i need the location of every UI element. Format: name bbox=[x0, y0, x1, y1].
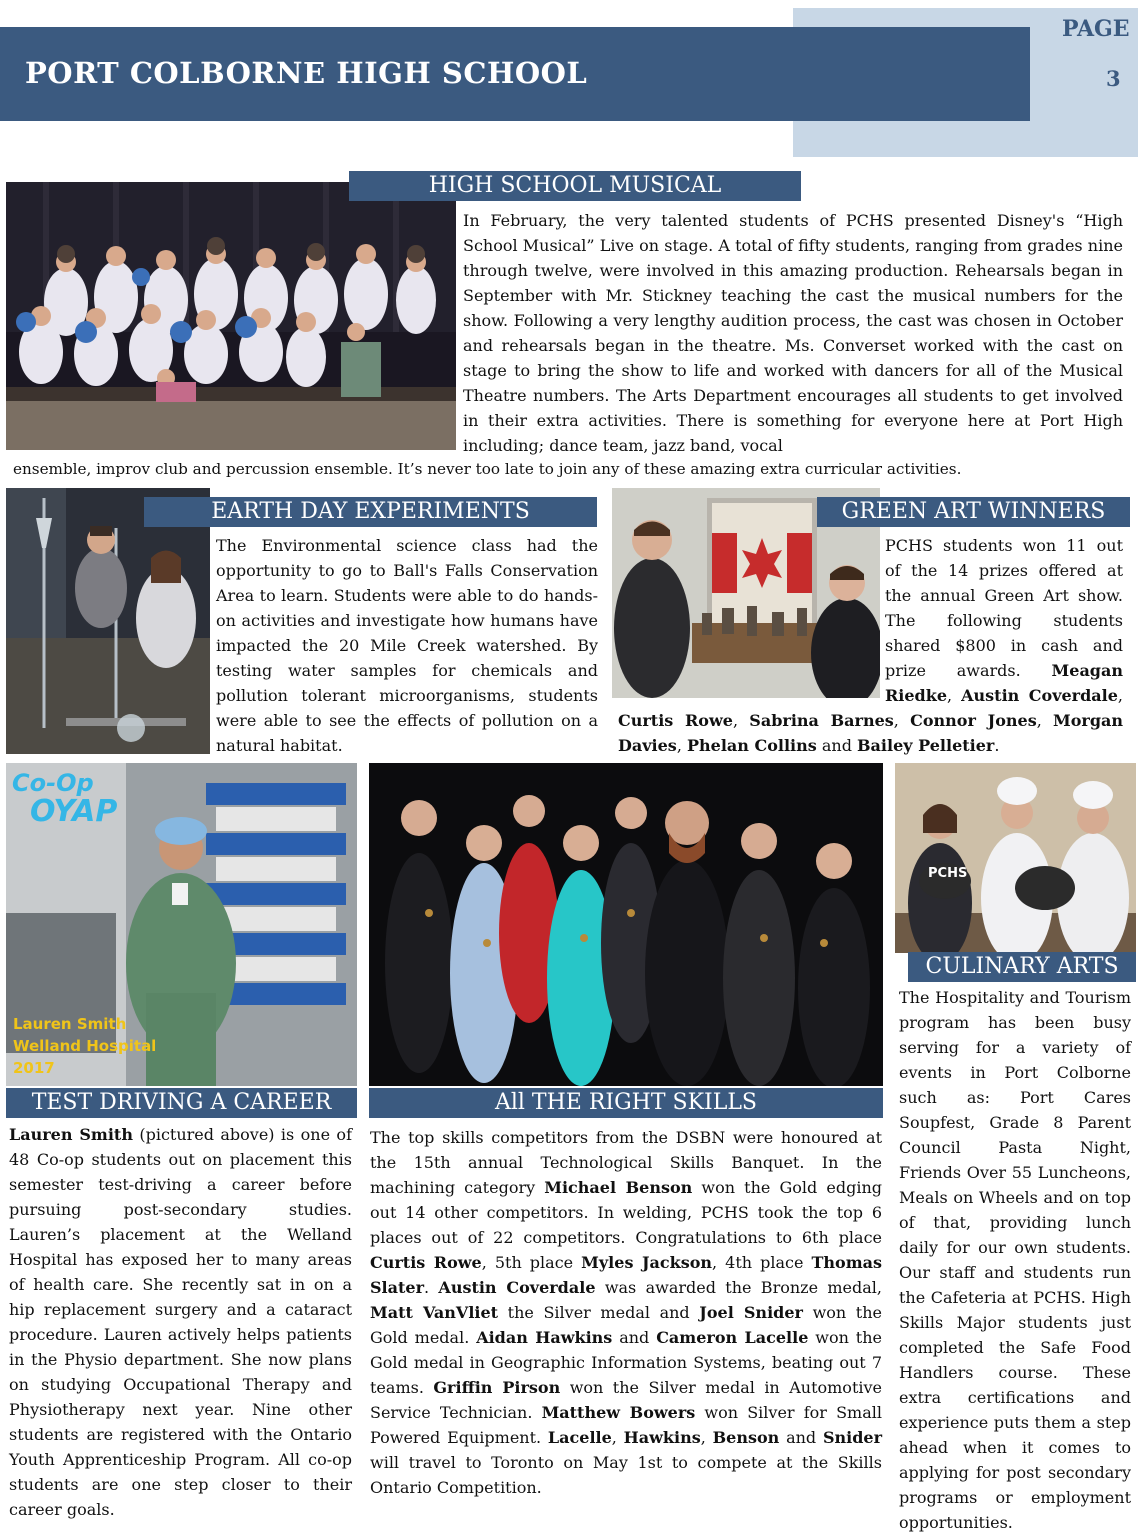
page-number: 3 bbox=[1106, 66, 1121, 91]
skills-competitor-name: Thomas Slater bbox=[370, 1253, 883, 1297]
musical-heading: HIGH SCHOOL MUSICAL bbox=[349, 171, 801, 201]
skills-text-segment: the Silver medal and bbox=[498, 1303, 700, 1322]
page-label: PAGE bbox=[1062, 16, 1130, 42]
skills-competitor-name: Lacelle bbox=[547, 1428, 612, 1447]
green-art-photo-spacer bbox=[618, 533, 885, 708]
skills-text-segment: The top skills competitors from the DSBN were honoured at the 15th annual Technological Skills Banquet. In the machining category bbox=[370, 1128, 882, 1197]
skills-competitor-name: Joel Snider bbox=[699, 1303, 803, 1322]
skills-heading: All THE RIGHT SKILLS bbox=[369, 1088, 883, 1118]
green-art-separator: , bbox=[893, 711, 911, 730]
green-art-winner: Morgan Davies bbox=[618, 711, 1124, 755]
culinary-photo bbox=[895, 763, 1136, 953]
skills-text-segment: and bbox=[612, 1328, 657, 1347]
skills-competitor-name: Matt VanVliet bbox=[370, 1303, 499, 1322]
skills-text-segment: and bbox=[779, 1428, 823, 1447]
green-art-winner: Bailey Pelletier bbox=[857, 736, 995, 755]
skills-text-segment: . bbox=[424, 1278, 439, 1297]
coop-logo-line2: OYAP bbox=[30, 794, 118, 829]
skills-text-segment: won the Silver medal in Automotive Service Technician. bbox=[370, 1378, 882, 1422]
skills-competitor-name: Hawkins bbox=[623, 1428, 701, 1447]
skills-text-segment: , bbox=[700, 1428, 713, 1447]
green-art-separator: . bbox=[994, 736, 1000, 755]
green-art-heading: GREEN ART WINNERS bbox=[817, 497, 1130, 527]
skills-competitor-name: Myles Jackson bbox=[581, 1253, 713, 1272]
skills-competitor-name: Curtis Rowe bbox=[370, 1253, 482, 1272]
skills-text-segment: won the Gold medal. bbox=[370, 1303, 883, 1347]
skills-text-segment: was awarded the Bronze medal, bbox=[595, 1278, 882, 1297]
coop-body-text: (pictured above) is one of 48 Co-op students out on placement this semester test-driving a career before pursuing post-secondary studies. Lauren’s placement at the Welland Hospital has exposed her to many areas of health care. She recently sat in on a hip replacement surgery and a cataract procedure. Lauren actively helps patients in the Physio department. She now plans on studying Occupational Therapy and Physiotherapy next year. Nine other students are registered with the Ontario Youth Apprenticeship Program. All co-op students are one step closer to their career goals. bbox=[9, 1125, 352, 1519]
skills-text-segment: will travel to Toronto on May 1st to compete at the Skills Ontario Competition. bbox=[370, 1453, 882, 1497]
coop-oyap-logo bbox=[12, 770, 142, 840]
earth-day-body: The Environmental science class had the opportunity to go to Ball's Falls Conservation Area to learn. Students were able to do hands-on activities and investigate how humans have impacted the 20 Mile Creek watershed. By testing water samples for chemicals and pollution tolerant microorganisms, students were able to see the effects of pollution on a natural habitat. bbox=[216, 536, 598, 755]
musical-cast-photo bbox=[6, 182, 456, 450]
coop-caption-place: Welland Hospital bbox=[13, 1037, 157, 1055]
skills-text-segment: won Silver for Small Powered Equipment. bbox=[370, 1403, 882, 1447]
skills-text-segment: , 4th place bbox=[712, 1253, 812, 1272]
green-art-separator: , bbox=[732, 711, 750, 730]
school-name: PORT COLBORNE HIGH SCHOOL bbox=[25, 56, 588, 90]
earth-day-heading: EARTH DAY EXPERIMENTS bbox=[144, 497, 597, 527]
coop-caption-name: Lauren Smith bbox=[13, 1015, 127, 1033]
coop-heading: TEST DRIVING A CAREER bbox=[6, 1088, 357, 1118]
coop-photo-caption bbox=[13, 1013, 156, 1079]
skills-competitor-name: Matthew Bowers bbox=[541, 1403, 696, 1422]
skills-competitor-name: Benson bbox=[712, 1428, 780, 1447]
culinary-chalk-sign: PCHS bbox=[928, 866, 968, 881]
musical-body-text: In February, the very talented students of PCHS presented Disney's “High School Musical” Live on stage. A total of fifty students, ranging from grades nine through twelve, were involved in this amazing production. Rehearsals began in September with Mr. Stickney teaching the cast the musical numbers for the show. Following a very lengthy audition process, the cast was chosen in October and rehearsals began in the theatre. Ms. Converset worked with the cast on stage to bring the show to life and worked with dancers for all of the Musical Theatre numbers. The Arts Department encourages all students to get involved in their extra activities. There is something for everyone here at Port High including; dance team, jazz band, vocal bbox=[463, 211, 1123, 455]
skills-competitor-name: Snider bbox=[822, 1428, 883, 1447]
coop-logo-line1: Co-Op bbox=[12, 769, 94, 797]
green-art-separator: , bbox=[676, 736, 687, 755]
skills-text-segment: won the Gold medal in Geographic Information Systems, beating out 7 teams. bbox=[370, 1328, 883, 1397]
green-art-winner: Sabrina Barnes bbox=[749, 711, 894, 730]
green-art-winner: Phelan Collins bbox=[686, 736, 817, 755]
green-art-winner: Curtis Rowe bbox=[618, 711, 733, 730]
green-art-paragraph bbox=[618, 533, 1123, 758]
skills-competitor-name: Austin Coverdale bbox=[438, 1278, 596, 1297]
skills-body bbox=[370, 1125, 882, 1500]
green-art-winner: Connor Jones bbox=[910, 711, 1037, 730]
skills-competitor-name: Aidan Hawkins bbox=[476, 1328, 613, 1347]
green-art-body bbox=[618, 533, 1123, 758]
culinary-heading: CULINARY ARTS bbox=[908, 952, 1136, 982]
green-art-winner: Meagan Riedke bbox=[885, 661, 1123, 705]
coop-caption-year: 2017 bbox=[13, 1059, 55, 1077]
coop-lead-name: Lauren Smith bbox=[9, 1125, 133, 1144]
earth-day-photo bbox=[6, 488, 210, 754]
green-art-separator: , bbox=[1117, 686, 1123, 705]
green-art-separator: and bbox=[816, 736, 858, 755]
skills-text-segment: , 5th place bbox=[481, 1253, 582, 1272]
skills-winners-photo bbox=[369, 763, 883, 1086]
skills-competitor-name: Cameron Lacelle bbox=[656, 1328, 809, 1347]
musical-body-tail: ensemble, improv club and percussion ensemble. It’s never too late to join any of these amazing extra curricular activities. bbox=[13, 460, 962, 478]
green-art-separator: , bbox=[1036, 711, 1054, 730]
musical-body bbox=[463, 208, 1123, 458]
culinary-body: The Hospitality and Tourism program has been busy serving for a variety of events in Port Colborne such as: Port Cares Soupfest, Grade 8 Parent Council Pasta Night, Friends Over 55 Luncheons, Meals on Wheels and on top of that, providing lunch daily for our own students. Our staff and students run the Cafeteria at PCHS. High Skills Major students just completed the Safe Food Handlers course. These extra certifications and experience puts them a step ahead when it comes to applying for post secondary programs or employment opportunities. bbox=[899, 988, 1131, 1532]
green-art-intro: PCHS students won 11 out of the 14 prizes offered at the annual Green Art show. The following students shared $800 in cash and prize awards. bbox=[885, 536, 1123, 680]
coop-body bbox=[9, 1122, 352, 1522]
green-art-separator: , bbox=[947, 686, 962, 705]
skills-text-segment: , bbox=[611, 1428, 624, 1447]
green-art-winner: Austin Coverdale bbox=[961, 686, 1118, 705]
skills-text-segment: won the Gold edging out 14 other competitors. In welding, PCHS took the top 6 places out of 22 competitors. Congratulations to 6th place bbox=[370, 1178, 882, 1247]
skills-competitor-name: Michael Benson bbox=[544, 1178, 693, 1197]
skills-competitor-name: Griffin Pirson bbox=[433, 1378, 561, 1397]
